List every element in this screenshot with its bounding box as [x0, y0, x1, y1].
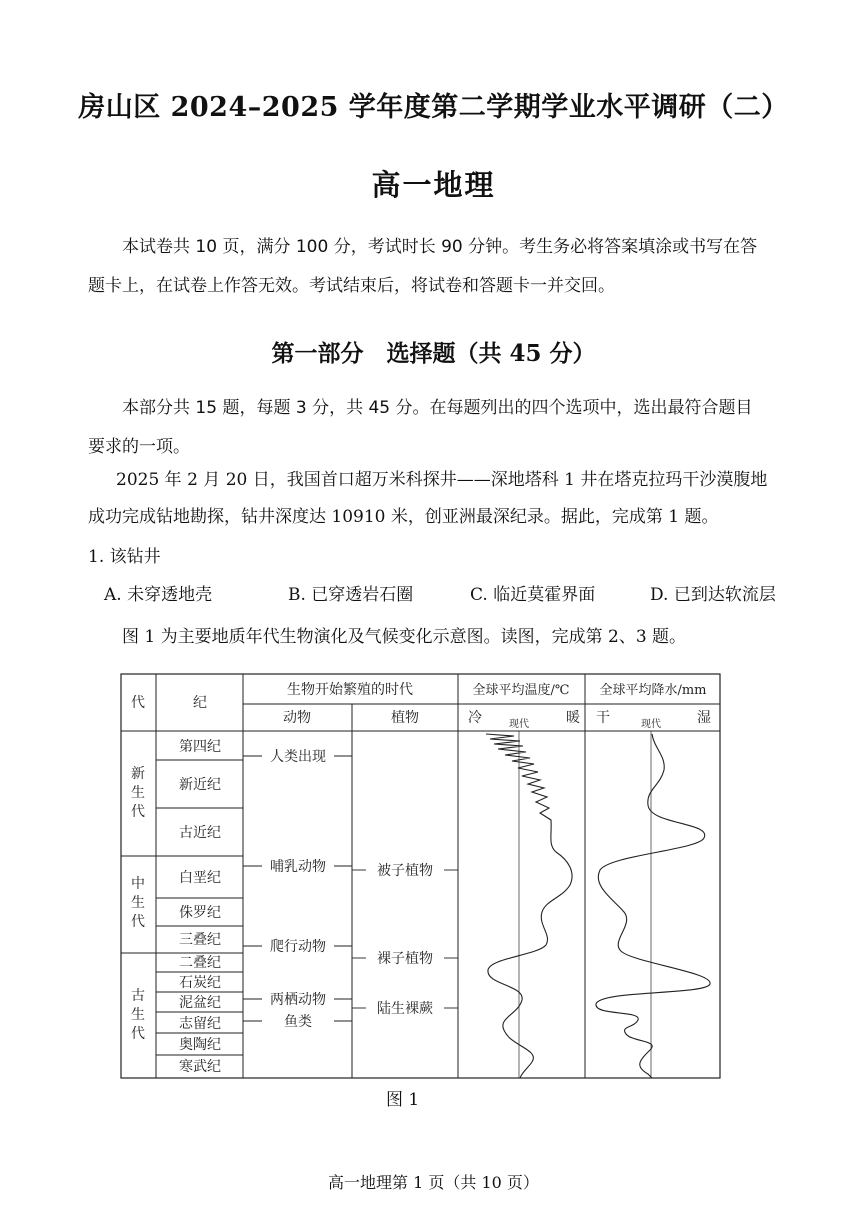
passage-1-line-1: 2025 年 2 月 20 日，我国首口超万米科探井——深地塔科 1 井在塔克拉玛干沙漠腹地 [116, 470, 768, 490]
era-cenozoic-char-3: 代 [131, 804, 145, 820]
option-a[interactable]: A. 未穿透地壳 [104, 585, 213, 605]
period-label: 寒武纪 [179, 1059, 221, 1075]
plant-ticks [352, 870, 458, 1008]
era-mesozoic-char-2: 生 [131, 895, 145, 911]
era-labels [131, 766, 145, 1042]
header-temp: 全球平均温度/℃ [472, 683, 570, 698]
option-c[interactable]: C. 临近莫霍界面 [470, 585, 596, 605]
part1-intro-line-1: 本部分共 15 题，每题 3 分，共 45 分。在每题列出的四个选项中，选出最符合题目 [122, 398, 753, 418]
precip-wet-label: 湿 [697, 710, 711, 726]
era-cenozoic-char-1: 新 [131, 766, 145, 782]
era-cenozoic-char-2: 生 [131, 785, 145, 801]
animal-ticks [243, 756, 352, 1021]
header-animals: 动物 [283, 710, 311, 726]
precipitation-curve [596, 734, 710, 1078]
period-label: 奥陶纪 [179, 1037, 221, 1053]
period-label: 二叠纪 [179, 955, 221, 971]
header-biota: 生物开始繁殖的时代 [287, 682, 413, 698]
part1-heading: 第一部分 选择题（共 45 分） [271, 340, 596, 367]
plant-labels [377, 862, 433, 1017]
precip-dry-label: 干 [596, 710, 610, 726]
period-label: 新近纪 [179, 777, 221, 793]
period-label: 古近纪 [179, 825, 221, 841]
animal-label: 爬行动物 [270, 939, 326, 955]
animal-label: 哺乳动物 [270, 859, 326, 875]
temperature-curve [486, 734, 572, 1078]
era-cenozoic [131, 766, 145, 820]
period-label: 志留纪 [179, 1016, 221, 1032]
precip-modern-label: 现代 [641, 719, 661, 730]
animal-labels [270, 748, 326, 1030]
header-precip: 全球平均降水/mm [599, 683, 707, 698]
question-1-stem: 1. 该钻井 [88, 547, 161, 567]
passage-1-line-2: 成功完成钻地勘探，钻井深度达 10910 米，创亚洲最深纪录。据此，完成第 1 题。 [88, 507, 719, 527]
plant-label: 被子植物 [377, 863, 433, 879]
option-d[interactable]: D. 已到达软流层 [650, 585, 776, 605]
period-label: 白垩纪 [179, 870, 221, 886]
era-paleozoic-char-2: 生 [131, 1007, 145, 1023]
era-paleozoic-char-1: 古 [131, 988, 145, 1004]
subject-title: 高一地理 [371, 168, 496, 202]
period-label: 侏罗纪 [179, 905, 221, 921]
temp-modern-label: 现代 [509, 719, 529, 730]
era-mesozoic [131, 875, 145, 930]
option-b[interactable]: B. 已穿透岩石圈 [288, 585, 414, 605]
era-paleozoic-char-3: 代 [131, 1026, 145, 1042]
header-period: 纪 [193, 695, 207, 711]
period-labels [179, 739, 221, 1075]
era-mesozoic-char-1: 中 [131, 876, 145, 892]
header-plants: 植物 [391, 710, 419, 726]
temp-cold-label: 冷 [468, 710, 482, 726]
page-footer: 高一地理第 1 页（共 10 页） [328, 1173, 539, 1192]
part1-intro-line-2: 要求的一项。 [88, 437, 190, 457]
plant-label: 裸子植物 [377, 951, 433, 967]
era-paleozoic [131, 987, 145, 1042]
era-mesozoic-char-3: 代 [131, 914, 145, 930]
instructions-line-1: 本试卷共 10 页，满分 100 分，考试时长 90 分钟。考生务必将答案填涂或书写在答 [122, 237, 758, 257]
animal-label: 两栖动物 [270, 992, 326, 1008]
instructions-line-2: 题卡上，在试卷上作答无效。考试结束后，将试卷和答题卡一并交回。 [88, 276, 615, 296]
period-label: 泥盆纪 [179, 995, 221, 1011]
exam-title: 房山区 2024–2025 学年度第二学期学业水平调研（二） [78, 92, 789, 123]
header-era: 代 [131, 695, 145, 711]
plant-label: 陆生裸蕨 [377, 1001, 433, 1017]
figure-intro: 图 1 为主要地质年代生物演化及气候变化示意图。读图，完成第 2、3 题。 [122, 627, 687, 647]
animal-label: 鱼类 [284, 1014, 312, 1030]
temp-warm-label: 暖 [566, 710, 580, 726]
period-label: 三叠纪 [179, 932, 221, 948]
animal-label: 人类出现 [270, 749, 326, 765]
figure-caption: 图 1 [386, 1090, 420, 1110]
period-label: 第四纪 [179, 739, 221, 755]
period-label: 石炭纪 [179, 975, 221, 991]
